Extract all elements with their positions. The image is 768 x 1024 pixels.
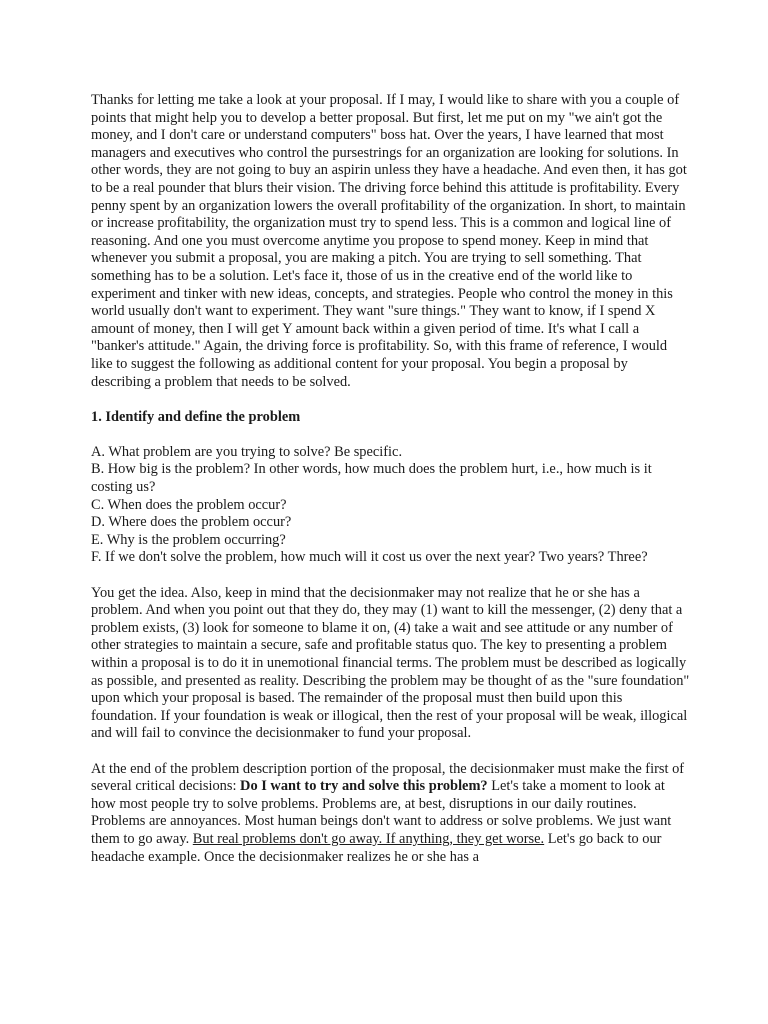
final-paragraph-part3: Let's go back to our headache example. Once the decisionmaker realizes he or she has a <box>91 830 662 865</box>
intro-paragraph: Thanks for letting me take a look at your proposal. If I may, I would like to share with you a couple of points that might help you to develop a better proposal. But first, let me put on my "we ain't got the money, and I don't care or understand computers" boss hat. Over the years, I have learned that most managers and executives who control the pursestrings for an organization are looking for solutions. In other words, they are not going to buy an aspirin unless they have a headache. And even then, it has got to be a real pounder that blurs their vision. The driving force behind this attitude is profitability. Every penny spent by an organization lowers the overall profitability of the organization. In short, to maintain or increase profitability, the organization must try to spend less. This is a common and logical line of reasoning. And one you must overcome anytime you propose to spend money. Keep in mind that whenever you submit a proposal, you are making a pitch. You are trying to sell something. That something has to be a solution. Let's face it, those of us in the creative end of the world like to experiment and tinker with new ideas, concepts, and strategies. People who control the money in this world usually don't want to experiment. They want "sure things." They want to know, if I spend X amount of money, then I will get Y amount back within a given period of time. It's what I call a "banker's attitude." Again, the driving force is profitability. So, with this frame of reference, I would like to suggest the following as additional content for your proposal. You begin a proposal by describing a problem that needs to be solved. <box>91 92 687 390</box>
final-paragraph-part1: At the end of the problem description portion of the proposal, the decisionmaker must make the first of several critical decisions: <box>91 760 685 795</box>
list-item: C. When does the problem occur? <box>91 496 287 513</box>
section-heading: 1. Identify and define the problem <box>91 408 301 425</box>
underlined-sentence: But real problems don't go away. If anything, they get worse. <box>192 830 545 847</box>
list-item: A. What problem are you trying to solve? Be specific. <box>91 443 403 460</box>
list-item: E. Why is the problem occurring? <box>91 531 286 548</box>
list-item: D. Where does the problem occur? <box>91 514 292 531</box>
question-list <box>91 444 691 567</box>
document-page <box>91 92 691 884</box>
list-item: B. How big is the problem? In other words, how much does the problem hurt, i.e., how much is it costing us? <box>91 461 652 496</box>
list-item: F. If we don't solve the problem, how much will it cost us over the next year? Two years? Three? <box>91 549 648 566</box>
final-paragraph-part2: Let's take a moment to look at how most people try to solve problems. Problems are, at best, disruptions in our daily routines. Problems are annoyances. Most human beings don't want to address or solve problems. We just want them to go away. <box>91 778 672 847</box>
idea-paragraph: You get the idea. Also, keep in mind that the decisionmaker may not realize that he or she has a problem. And when you point out that they do, they may (1) want to kill the messenger, (2) deny that a problem exists, (3) look for someone to blame it on, (4) take a wait and see attitude or any number of other strategies to maintain a secure, safe and profitable status quo. The key to presenting a problem within a proposal is to do it in unemotional financial terms. The problem must be described as logically as possible, and presented as reality. Describing the problem may be thought of as the "sure foundation" upon which your proposal is based. The remainder of the proposal must then build upon this foundation. If your foundation is weak or illogical, then the rest of your proposal will be weak, illogical and will fail to convince the decisionmaker to fund your proposal. <box>91 584 690 742</box>
final-paragraph <box>91 761 691 867</box>
bold-question: Do I want to try and solve this problem? <box>240 778 488 795</box>
